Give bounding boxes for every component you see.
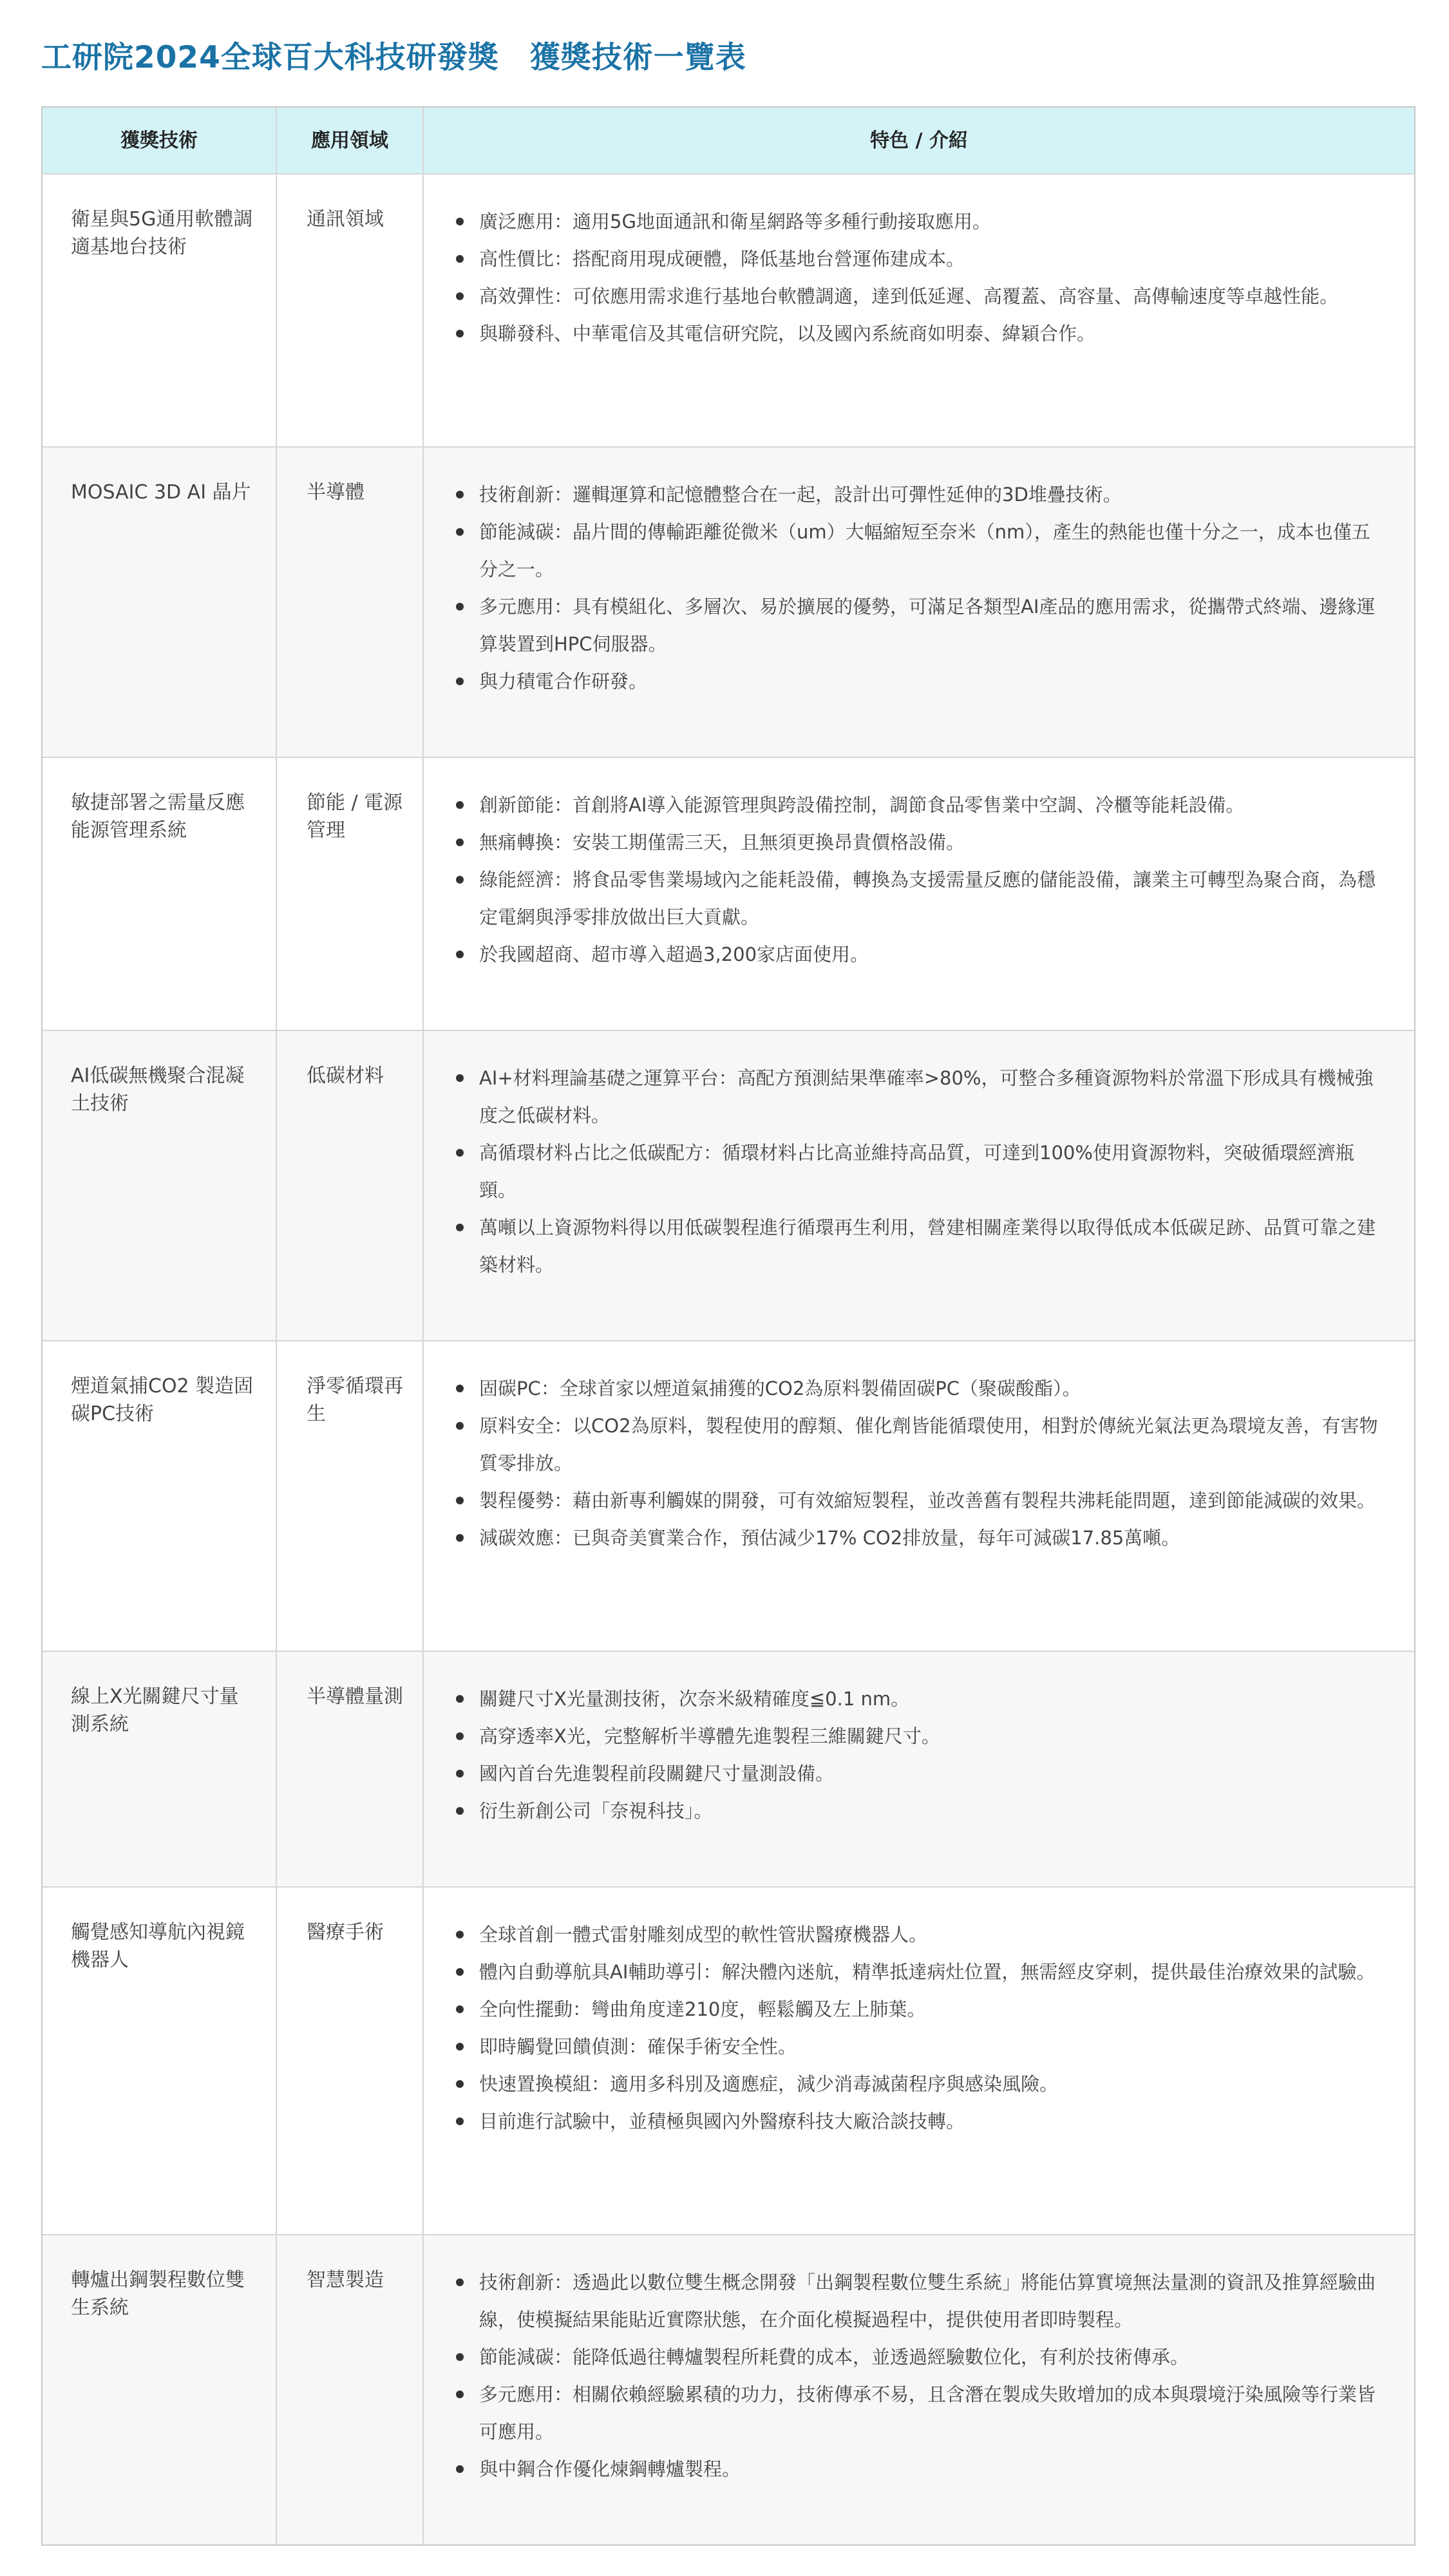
tech-name: 衛星與5G通用軟體調適基地台技術 [71, 208, 253, 258]
feature-item: 萬噸以上資源物料得以用低碳製程進行循環再生利用，營建相關產業得以取得低成本低碳足跡、品質可靠之建築材料。 [455, 1209, 1388, 1283]
feature-item: 快速置換模組：適用多科別及適應症，減少消毒滅菌程序與感染風險。 [455, 2065, 1388, 2103]
tech-name: 觸覺感知導航內視鏡機器人 [71, 1921, 245, 1971]
table-row [43, 1651, 1414, 1886]
application-field: 通訊領域 [276, 175, 422, 446]
feature-item: 固碳PC：全球首家以煙道氣捕獲的CO2為原料製備固碳PC（聚碳酸酯）。 [455, 1370, 1388, 1407]
feature-item: 國內首台先進製程前段關鍵尺寸量測設備。 [455, 1755, 1388, 1792]
feature-item: 多元應用：具有模組化、多層次、易於擴展的優勢，可滿足各類型AI產品的應用需求，從攜帶式終端、邊緣運算裝置到HPC伺服器。 [455, 588, 1388, 663]
table-header-row [43, 108, 1414, 173]
tech-name: 線上X光關鍵尺寸量測系統 [71, 1685, 239, 1736]
application-field: 智慧製造 [276, 2235, 422, 2544]
feature-item: 與中鋼合作優化煉鋼轉爐製程。 [455, 2450, 1388, 2488]
feature-item: 廣泛應用：適用5G地面通訊和衛星網路等多種行動接取應用。 [455, 203, 1388, 240]
features-cell [422, 2235, 1414, 2544]
feature-item: 技術創新：透過此以數位雙生概念開發「出鋼製程數位雙生系統」將能估算實境無法量測的資訊及推算經驗曲線，使模擬結果能貼近實際狀態，在介面化模擬過程中，提供使用者即時製程。 [455, 2264, 1388, 2338]
feature-item: AI+材料理論基礎之運算平台：高配方預測結果準確率>80%，可整合多種資源物料於常溫下形成具有機械強度之低碳材料。 [455, 1059, 1388, 1134]
feature-list [455, 1370, 1388, 1557]
feature-item: 減碳效應：已與奇美實業合作，預估減少17% CO2排放量，每年可減碳17.85萬噸。 [455, 1519, 1388, 1557]
feature-list [455, 1059, 1388, 1283]
feature-item: 原料安全：以CO2為原料，製程使用的醇類、催化劑皆能循環使用，相對於傳統光氣法更為環境友善，有害物質零排放。 [455, 1407, 1388, 1482]
table-row [43, 2234, 1414, 2544]
features-cell [422, 448, 1414, 757]
feature-item: 於我國超商、超市導入超過3,200家店面使用。 [455, 936, 1388, 973]
feature-item: 即時觸覺回饋偵測：確保手術安全性。 [455, 2028, 1388, 2065]
feature-item: 衍生新創公司「奈視科技」。 [455, 1792, 1388, 1830]
tech-name: MOSAIC 3D AI 晶片 [71, 481, 251, 504]
tech-name: 轉爐出鋼製程數位雙生系統 [71, 2269, 245, 2319]
tech-name: 煙道氣捕CO2 製造固碳PC技術 [71, 1375, 254, 1425]
feature-item: 高穿透率X光，完整解析半導體先進製程三維關鍵尺寸。 [455, 1718, 1388, 1755]
features-cell [422, 1031, 1414, 1340]
feature-item: 全向性擺動：彎曲角度達210度，輕鬆觸及左上肺葉。 [455, 1991, 1388, 2028]
feature-item: 與力積電合作研發。 [455, 663, 1388, 700]
feature-item: 目前進行試驗中，並積極與國內外醫療科技大廠洽談技轉。 [455, 2103, 1388, 2140]
feature-item: 與聯發科、中華電信及其電信研究院，以及國內系統商如明泰、緯穎合作。 [455, 315, 1388, 352]
feature-item: 節能減碳：晶片間的傳輸距離從微米（um）大幅縮短至奈米（nm），產生的熱能也僅十分之一，成本也僅五分之一。 [455, 513, 1388, 588]
table-row [43, 1030, 1414, 1340]
feature-item: 體內自動導航具AI輔助導引：解決體內迷航，精準抵達病灶位置，無需經皮穿刺，提供最佳治療效果的試驗。 [455, 1953, 1388, 1991]
features-cell [422, 1341, 1414, 1651]
table-row [43, 446, 1414, 757]
table-row [43, 1886, 1414, 2234]
feature-item: 高效彈性：可依應用需求進行基地台軟體調適，達到低延遲、高覆蓋、高容量、高傳輸速度等卓越性能。 [455, 278, 1388, 315]
feature-list [455, 786, 1388, 973]
tech-name: 敏捷部署之需量反應能源管理系統 [71, 791, 245, 842]
application-field: 節能 / 電源管理 [276, 758, 422, 1030]
feature-item: 全球首創一體式雷射雕刻成型的軟性管狀醫療機器人。 [455, 1916, 1388, 1953]
feature-list [455, 203, 1388, 352]
feature-item: 高循環材料占比之低碳配方：循環材料占比高並維持高品質，可達到100%使用資源物料，突破循環經濟瓶頸。 [455, 1134, 1388, 1209]
features-cell [422, 175, 1414, 446]
feature-item: 創新節能：首創將AI導入能源管理與跨設備控制，調節食品零售業中空調、冷櫃等能耗設備。 [455, 786, 1388, 824]
application-field: 淨零循環再生 [276, 1341, 422, 1651]
feature-item: 技術創新：邏輯運算和記憶體整合在一起，設計出可彈性延伸的3D堆疊技術。 [455, 476, 1388, 513]
feature-list [455, 1916, 1388, 2140]
feature-item: 製程優勢：藉由新專利觸媒的開發，可有效縮短製程，並改善舊有製程共沸耗能問題，達到節能減碳的效果。 [455, 1482, 1388, 1519]
feature-item: 綠能經濟：將食品零售業場域內之能耗設備，轉換為支援需量反應的儲能設備，讓業主可轉型為聚合商，為穩定電網與淨零排放做出巨大貢獻。 [455, 861, 1388, 936]
table-row [43, 757, 1414, 1030]
feature-list [455, 476, 1388, 700]
feature-item: 高性價比：搭配商用現成硬體，降低基地台營運佈建成本。 [455, 240, 1388, 278]
application-field: 醫療手術 [276, 1888, 422, 2234]
features-cell [422, 1888, 1414, 2234]
feature-item: 關鍵尺寸X光量測技術，次奈米級精確度≦0.1 nm。 [455, 1680, 1388, 1718]
tech-name: AI低碳無機聚合混凝土技術 [71, 1065, 245, 1115]
application-field: 半導體 [276, 448, 422, 757]
awards-table [41, 106, 1416, 2546]
table-row [43, 1340, 1414, 1651]
features-cell [422, 758, 1414, 1030]
feature-item: 節能減碳：能降低過往轉爐製程所耗費的成本，並透過經驗數位化，有利於技術傳承。 [455, 2338, 1388, 2376]
header-field: 應用領域 [276, 108, 422, 173]
application-field: 低碳材料 [276, 1031, 422, 1340]
header-features: 特色 / 介紹 [422, 108, 1414, 173]
feature-list [455, 1680, 1388, 1830]
table-row [43, 173, 1414, 446]
feature-item: 多元應用：相關依賴經驗累積的功力，技術傳承不易，且含潛在製成失敗增加的成本與環境汙染風險等行業皆可應用。 [455, 2376, 1388, 2450]
page-title: 工研院2024全球百大科技研發獎 獲獎技術一覽表 [41, 40, 746, 75]
feature-list [455, 2264, 1388, 2488]
feature-item: 無痛轉換：安裝工期僅需三天，且無須更換昂貴價格設備。 [455, 824, 1388, 861]
features-cell [422, 1652, 1414, 1886]
header-tech: 獲獎技術 [120, 129, 198, 152]
application-field: 半導體量測 [276, 1652, 422, 1886]
